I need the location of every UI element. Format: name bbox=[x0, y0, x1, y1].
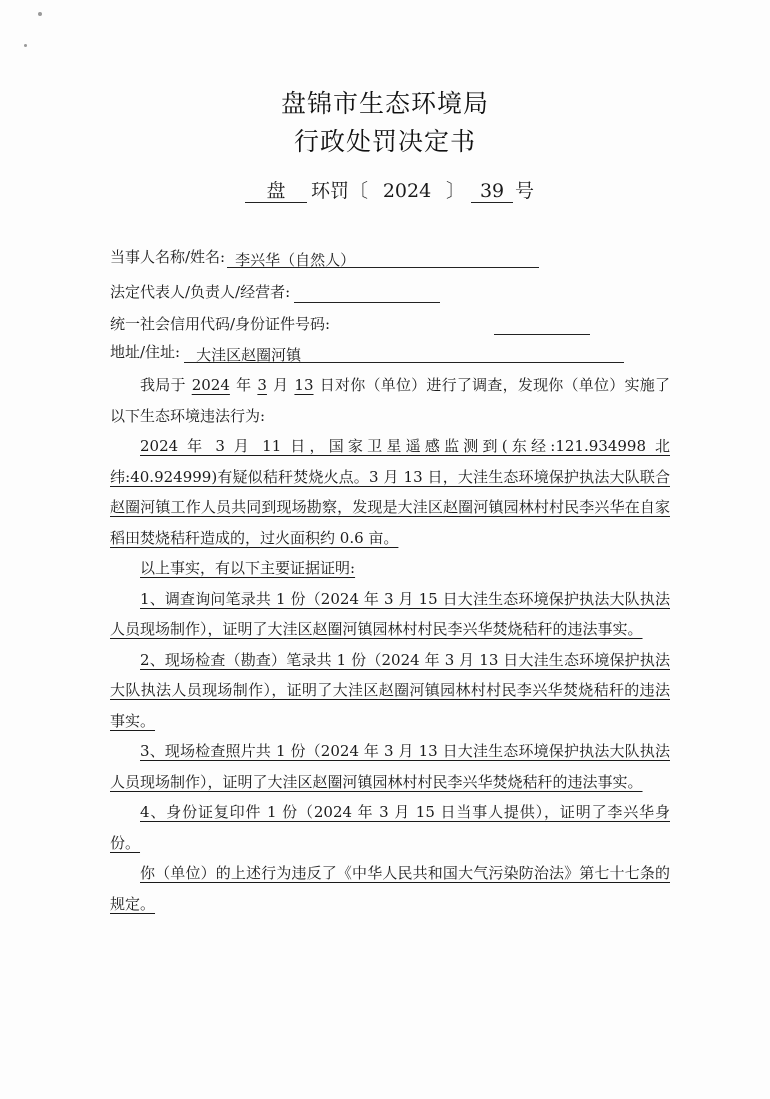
party-name-line bbox=[110, 246, 539, 268]
investigation-year: 2024 bbox=[191, 376, 230, 394]
doc-number-mid: 环罚〔 bbox=[311, 180, 369, 202]
scan-speck bbox=[38, 12, 42, 16]
party-name-value: 李兴华（自然人） bbox=[227, 249, 539, 268]
party-id-label: 统一社会信用代码/身份证件号码: bbox=[110, 315, 331, 333]
doc-number-year: 2024 bbox=[382, 180, 432, 202]
scan-speck bbox=[24, 44, 27, 47]
doc-number-close: 〕 bbox=[446, 180, 466, 202]
violation-conclusion: 你（单位）的上述行为违反了《中华人民共和国大气污染防治法》第七十七条的规定。 bbox=[110, 864, 670, 913]
doc-number-prefix: 盘 bbox=[245, 180, 307, 203]
evidence-item: 1、调查询问笔录共 1 份（2024 年 3 月 15 日大洼生态环境保护执法大队执法人员现场制作），证明了大洼区赵圈河镇园林村村民李兴华焚烧秸秆的违法事实。 bbox=[110, 589, 670, 638]
investigation-month: 3 bbox=[257, 376, 267, 394]
party-name-label: 当事人名称/姓名: bbox=[110, 248, 226, 266]
doc-number-suffix: 号 bbox=[515, 180, 535, 202]
evidence-intro: 以上事实，有以下主要证据证明: bbox=[140, 559, 356, 577]
findings-body bbox=[110, 370, 670, 919]
evidence-item: 4、身份证复印件 1 份（2024 年 3 月 15 日当事人提供），证明了李兴华身份。 bbox=[110, 803, 670, 852]
party-address-value: 大洼区赵圈河镇 bbox=[184, 344, 624, 363]
violation-description: 2024 年 3 月 11 日，国家卫星遥感监测到(东经:121.934998 北纬:40.924999)有疑似秸秆焚烧火点。3 月 13 日，大洼生态环境保护执法大队联合赵圈河镇工作人员共同到现场勘察，发现是大洼区赵圈河镇园林村村民李兴华在自家稻田焚烧秸秆造成的，过火面积约 0.6 亩。 bbox=[110, 437, 670, 547]
evidence-item: 2、现场检查（勘查）笔录共 1 份（2024 年 3 月 13 日大洼生态环境保护执法大队执法人员现场制作），证明了大洼区赵圈河镇园林村村民李兴华焚烧秸秆的违法事实。 bbox=[110, 650, 670, 730]
party-address-line bbox=[110, 341, 624, 363]
evidence-item: 3、现场检查照片共 1 份（2024 年 3 月 13 日大洼生态环境保护执法大队执法人员现场制作），证明了大洼区赵圈河镇园林村村民李兴华焚烧秸秆的违法事实。 bbox=[110, 742, 670, 791]
doc-number-value: 39 bbox=[471, 180, 513, 203]
document-type-title: 行政处罚决定书 bbox=[293, 127, 476, 156]
investigation-day: 13 bbox=[294, 376, 314, 394]
party-id-line bbox=[110, 313, 590, 335]
party-rep-label: 法定代表人/负责人/经营者: bbox=[110, 283, 291, 301]
agency-title: 盘锦市生态环境局 bbox=[280, 89, 489, 118]
document-number bbox=[245, 176, 534, 203]
party-rep-line bbox=[110, 281, 440, 303]
party-address-label: 地址/住址: bbox=[110, 343, 181, 361]
party-rep-value bbox=[294, 284, 440, 303]
investigation-intro: 我局于 2024 年 3 月 13 日对你（单位）进行了调查，发现你（单位）实施了以下生态环境违法行为: bbox=[110, 376, 670, 425]
party-id-value bbox=[494, 316, 590, 335]
